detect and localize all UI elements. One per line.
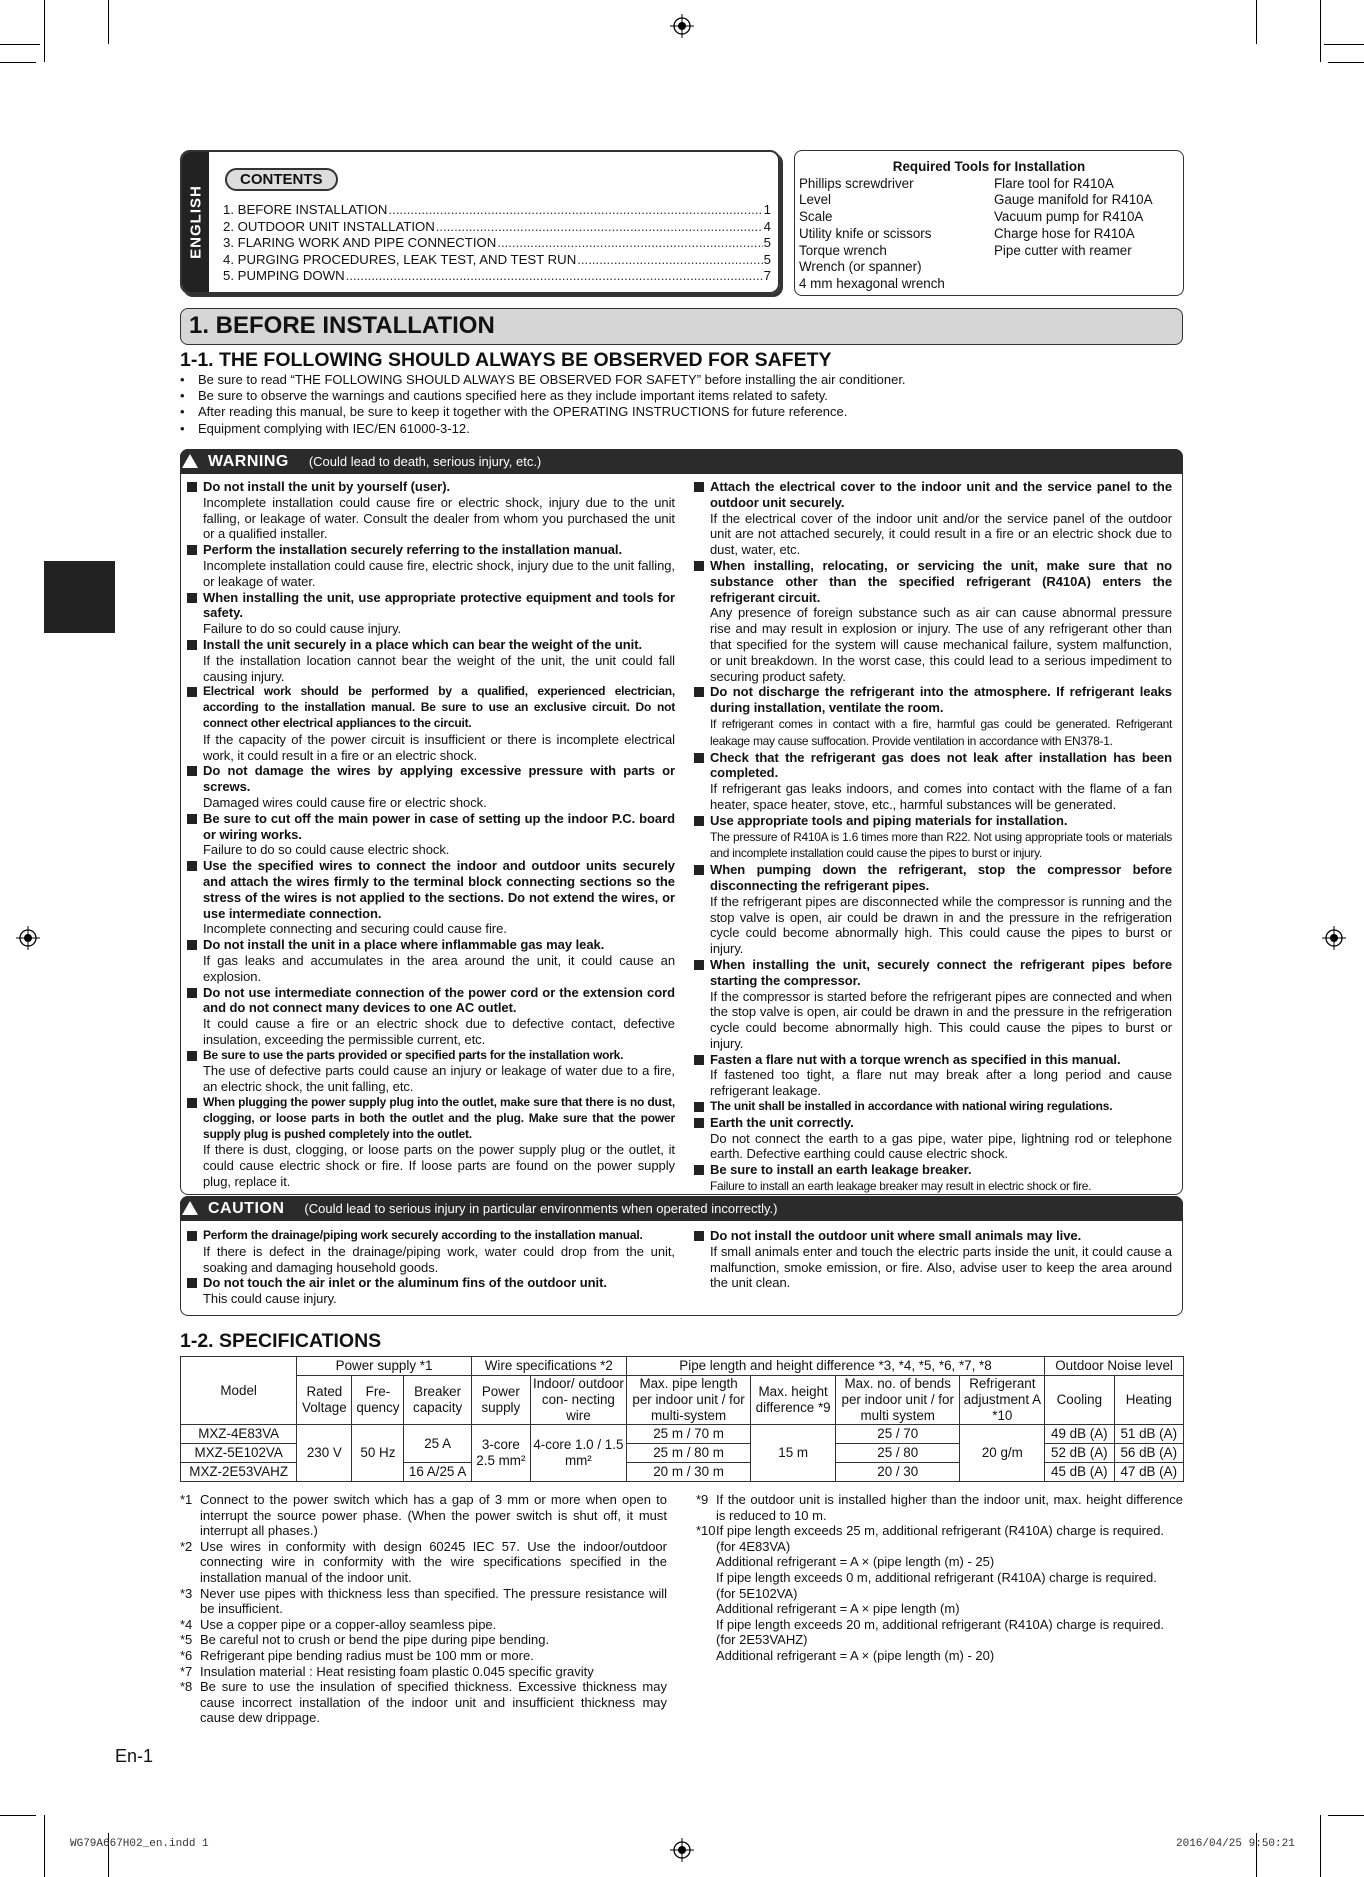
caution-triangle-icon — [182, 1201, 198, 1215]
cell-max-height: 15 m — [751, 1425, 836, 1482]
warning-item — [693, 479, 1172, 558]
footnote-key: *3 — [180, 1585, 193, 1601]
caution-item-text: This could cause injury. — [203, 1291, 337, 1307]
warning-description: (Could lead to death, serious injury, etc.) — [308, 454, 542, 469]
warning-item — [186, 590, 675, 637]
footnote-line: If pipe length exceeds 0 m, additional refrigerant (R410A) charge is required. — [716, 1569, 1157, 1585]
tool-item: Charge hose for R410A — [994, 225, 1135, 241]
cell-model: MXZ-4E83VA — [181, 1425, 297, 1444]
warning-item-heading: Do not use intermediate connection of the power cord or the extension cord and do not connect many devices to one AC outlet. — [203, 984, 675, 1016]
footnote-text: Use a copper pipe or a copper-alloy seamless pipe. — [200, 1616, 497, 1632]
warning-item-heading: When installing, relocating, or servicing the unit, make sure that no substance other than the specified refrigerant (R410A) enters the refrigerant circuit. — [710, 557, 1172, 605]
contents-leader — [346, 268, 763, 285]
warning-item-text: If fastened too tight, a flare nut may break after a long period and cause refrigerant leakage. — [710, 1067, 1172, 1099]
contents-item-text: 4. PURGING PROCEDURES, LEAK TEST, AND TEST RUN — [223, 251, 577, 267]
warning-item — [693, 684, 1172, 749]
warning-item — [693, 813, 1172, 862]
footnote-line: If pipe length exceeds 20 m, additional refrigerant (R410A) charge is required. — [716, 1616, 1165, 1632]
required-tools-title: Required Tools for Installation — [892, 159, 1086, 174]
footnote-line: Additional refrigerant = A × (pipe length (m) - 20) — [716, 1647, 995, 1663]
contents-leader — [436, 219, 763, 236]
warning-item-heading: Attach the electrical cover to the indoor unit and the service panel to the outdoor unit securely. — [710, 479, 1172, 510]
cell-heating: 51 dB (A) — [1114, 1425, 1183, 1444]
contents-leader — [497, 235, 762, 252]
tool-item: Scale — [799, 209, 833, 225]
warning-label: WARNING — [208, 453, 289, 470]
footnote — [180, 1648, 667, 1664]
footnote — [180, 1632, 667, 1648]
tool-item: Gauge manifold for R410A — [994, 192, 1153, 208]
contents-item — [223, 268, 771, 285]
warning-item — [693, 862, 1172, 957]
cell-model: MXZ-5E102VA — [181, 1444, 297, 1463]
registration-mark-icon — [670, 14, 694, 38]
th-max-pipe: Max. pipe length per indoor unit / for multi-system — [626, 1376, 750, 1425]
warning-item-text: Failure to do so could cause electric shock. — [203, 842, 450, 858]
caution-item-text: If small animals enter and touch the electric parts inside the unit, it could cause a malfunction, smoke emission, or fire. Also, advise user to keep the area around the unit clean. — [710, 1243, 1172, 1291]
footnote-text: Never use pipes with thickness less than specified. The pressure resistance will be insufficient. — [200, 1585, 667, 1617]
warning-item — [186, 1095, 675, 1190]
side-tab — [44, 561, 115, 633]
caution-item — [693, 1228, 1172, 1291]
cell-max-pipe: 25 m / 80 m — [626, 1444, 750, 1463]
warning-item-text: If there is dust, clogging, or loose parts on the power supply plug or the outlet, it could cause electric shock or fire. If loose parts are found on the power supply plug, replace it. — [203, 1142, 675, 1190]
warning-item-text: Any presence of foreign substance such as air can cause abnormal pressure rise and may result in explosion or injury. The use of any refrigerant other than that specified for the system will cause mechanical failure, system malfunction, or unit breakdown. In the worst case, this could lead to a serious impediment to securing product safety. — [710, 605, 1172, 684]
table-row — [181, 1425, 1184, 1444]
cell-connecting-wire: 4-core 1.0 / 1.5 mm² — [530, 1425, 626, 1482]
warning-item-heading: Do not damage the wires by applying excessive pressure with parts or screws. — [203, 763, 675, 795]
warning-item — [186, 542, 675, 589]
tool-item: Level — [799, 192, 832, 208]
footer-date: 2016/04/25 9:50:21 — [1176, 1838, 1295, 1850]
warning-item-text: Incomplete installation could cause fire, electric shock, injury due to the unit falling, or leakage of water. — [203, 557, 675, 589]
footnote-key: *6 — [180, 1647, 193, 1663]
th-power-supply-group: Power supply *1 — [297, 1357, 471, 1376]
warning-item-text: Incomplete connecting and securing could cause fire. — [203, 921, 507, 937]
page-number: En-1 — [115, 1746, 154, 1766]
footnote-line: (for 4E83VA) — [716, 1538, 791, 1554]
warning-item-heading: Be sure to use the parts provided or specified parts for the installation work. — [203, 1047, 624, 1062]
warning-item-text: Failure to install an earth leakage breaker may result in electric shock or fire. — [710, 1179, 1092, 1194]
cell-max-bends: 25 / 70 — [836, 1425, 960, 1444]
warning-item — [186, 637, 675, 684]
contents-box — [180, 150, 780, 294]
footnote — [180, 1539, 667, 1586]
contents-item-page: 5 — [763, 235, 771, 250]
footnote-key: *5 — [180, 1632, 193, 1648]
safety-bullet: • Be sure to observe the warnings and cautions specified here as they include important items related to safety. — [180, 388, 906, 404]
warning-item — [186, 937, 675, 984]
safety-bullet: • After reading this manual, be sure to keep it together with the OPERATING INSTRUCTIONS for future reference. — [180, 404, 906, 420]
cell-breaker: 25 A — [404, 1425, 471, 1463]
footnote-text: Connect to the power switch which has a gap of 3 mm or more when open to interrupt the source power phase. (When the power switch is shut off, it must interrupt all phases.) — [200, 1492, 667, 1539]
footer-filename: WG79A667H02_en.indd 1 — [70, 1838, 209, 1850]
contents-leader — [577, 252, 762, 269]
safety-bullet: • Equipment complying with IEC/EN 61000-3-12. — [180, 421, 906, 437]
warning-item — [186, 811, 675, 858]
warning-item — [186, 1048, 675, 1095]
footnote — [696, 1523, 1183, 1539]
contents-item — [223, 235, 771, 252]
th-noise-group: Outdoor Noise level — [1045, 1357, 1184, 1376]
footnote-text: Be careful not to crush or bend the pipe during pipe bending. — [200, 1632, 550, 1648]
section-title: 1. BEFORE INSTALLATION — [180, 308, 1183, 345]
footnote — [180, 1664, 667, 1680]
cell-model: MXZ-2E53VAHZ — [181, 1463, 297, 1482]
warning-item-text: If the installation location cannot bear the weight of the unit, the unit could fall causing injury. — [203, 652, 675, 684]
contents-item-page: 7 — [763, 268, 771, 283]
th-pipe-group: Pipe length and height difference *3, *4, *5, *6, *7, *8 — [626, 1357, 1044, 1376]
warning-item-text: Do not connect the earth to a gas pipe, water pipe, lightning rod or telephone earth. Defective earthing could cause electric shock. — [710, 1130, 1172, 1162]
tool-item: Utility knife or scissors — [799, 225, 932, 241]
footnotes-right — [696, 1492, 1183, 1664]
warning-item-heading: Be sure to cut off the main power in case of setting up the indoor P.C. board or wiring works. — [203, 810, 675, 842]
specifications-table — [180, 1356, 1184, 1482]
footnote-key: *8 — [180, 1679, 193, 1695]
warning-item-heading: Electrical work should be performed by a qualified, experienced electrician, according to the installation manual. Be sure to use an exclusive circuit. Do not connect other electrical appliances to the circuit. — [203, 684, 675, 730]
warning-header — [180, 449, 1183, 474]
safety-heading: 1-1. THE FOLLOWING SHOULD ALWAYS BE OBSERVED FOR SAFETY — [180, 349, 832, 371]
warning-item-text: The use of defective parts could cause an injury or leakage of water due to a fire, an electric shock, the unit falling, etc. — [203, 1063, 675, 1095]
registration-mark-icon — [670, 1838, 694, 1862]
warning-item — [693, 558, 1172, 684]
th-model: Model — [181, 1357, 297, 1425]
tool-item: Phillips screwdriver — [799, 175, 914, 191]
language-tab: ENGLISH — [182, 152, 209, 292]
cell-cooling: 49 dB (A) — [1045, 1425, 1114, 1444]
warning-item-heading: When pumping down the refrigerant, stop the compressor before disconnecting the refrigerant pipes. — [710, 862, 1172, 893]
footnote — [696, 1492, 1183, 1523]
caution-item-heading: Perform the drainage/piping work securely according to the installation manual. — [203, 1228, 643, 1242]
cell-max-pipe: 20 m / 30 m — [626, 1463, 750, 1482]
caution-label: CAUTION — [208, 1200, 285, 1217]
warning-item-text: If the compressor is started before the refrigerant pipes are connected and when the stop valve is open, air could be drawn in and the pressure in the refrigeration cycle could become abnormally high. This could cause the pipes to burst or injury. — [710, 988, 1172, 1051]
warning-item-text: Damaged wires could cause fire or electric shock. — [203, 794, 487, 810]
warning-item-heading: Use appropriate tools and piping materials for installation. — [710, 812, 1068, 828]
contents-item-text: 3. FLARING WORK AND PIPE CONNECTION — [223, 235, 497, 250]
warning-item — [693, 1162, 1172, 1195]
cell-cooling: 45 dB (A) — [1045, 1463, 1114, 1482]
footnote — [180, 1679, 667, 1726]
tools-list-left — [799, 176, 994, 293]
footnote-line: Additional refrigerant = A × (pipe length (m) - 25) — [716, 1554, 995, 1570]
warning-item-heading: When installing the unit, securely connect the refrigerant pipes before starting the compressor. — [710, 956, 1172, 988]
caution-description: (Could lead to serious injury in particular environments when operated incorrectly.) — [304, 1201, 778, 1216]
warning-item — [186, 763, 675, 810]
warning-list-right — [693, 479, 1172, 1195]
footnote-line: (for 5E102VA) — [716, 1585, 798, 1601]
warning-item-heading: Install the unit securely in a place which can bear the weight of the unit. — [203, 636, 643, 652]
contents-list — [223, 202, 771, 285]
th-breaker: Breaker capacity — [404, 1376, 471, 1425]
footnote-text: If pipe length exceeds 25 m, additional refrigerant (R410A) charge is required. — [716, 1523, 1165, 1539]
warning-item — [186, 985, 675, 1048]
cell-heating: 47 dB (A) — [1114, 1463, 1183, 1482]
tool-item: Vacuum pump for R410A — [994, 209, 1144, 225]
footnote-text: Refrigerant pipe bending radius must be 100 mm or more. — [200, 1647, 534, 1663]
footnote-key: *1 — [180, 1492, 193, 1507]
footnote-key: *7 — [180, 1663, 193, 1679]
warning-item-heading: The unit shall be installed in accordance with national wiring regulations. — [710, 1099, 1113, 1114]
footnote — [180, 1492, 667, 1539]
warning-item-text: If the refrigerant pipes are disconnected while the compressor is running and the stop valve is open, air could be drawn in and the pressure in the refrigeration cycle could become abnormally high. This could cause the pipes to burst or injury. — [710, 893, 1172, 957]
cell-frequency: 50 Hz — [352, 1425, 404, 1482]
contents-title: CONTENTS — [225, 168, 338, 191]
footnote-key: *10 — [696, 1523, 716, 1539]
cell-cooling: 52 dB (A) — [1045, 1444, 1114, 1463]
footnote-text: If the outdoor unit is installed higher than the indoor unit, max. height difference is reduced to 10 m. — [716, 1492, 1183, 1523]
contents-item — [223, 219, 771, 236]
caution-header — [180, 1196, 1183, 1221]
warning-item — [186, 858, 675, 937]
th-refrigerant: Refrigerant adjustment A *10 — [960, 1376, 1045, 1425]
th-power-supply: Power supply — [471, 1376, 530, 1425]
footnote-line: Additional refrigerant = A × pipe length (m) — [716, 1601, 960, 1617]
warning-item-heading: Be sure to install an earth leakage breaker. — [710, 1162, 972, 1178]
th-max-bends: Max. no. of bends per indoor unit / for multi system — [836, 1376, 960, 1425]
registration-mark-icon — [1322, 926, 1346, 950]
warning-list-left — [186, 479, 675, 1190]
warning-item-heading: Do not install the unit in a place where inflammable gas may leak. — [203, 937, 605, 953]
warning-item-text: Failure to do so could cause injury. — [203, 621, 402, 637]
caution-item-heading: Do not install the outdoor unit where small animals may live. — [710, 1228, 1082, 1243]
warning-item-text: If gas leaks and accumulates in the area around the unit, it could cause an explosion. — [203, 952, 675, 984]
warning-item-text: It could cause a fire or an electric shock due to defective contact, defective insulation, exceeding the permissible current, etc. — [203, 1016, 675, 1047]
cell-refrigerant: 20 g/m — [960, 1425, 1045, 1482]
warning-item-heading: Use the specified wires to connect the indoor and outdoor units securely and attach the wires firmly to the terminal block connecting sections so the stress of the wires is not applied to the sections. Do not extend the wires, or use intermediate connection. — [203, 858, 675, 921]
warning-item — [693, 1099, 1172, 1115]
caution-item-heading: Do not touch the air inlet or the aluminum fins of the outdoor unit. — [203, 1275, 607, 1291]
warning-item — [186, 479, 675, 542]
warning-item — [693, 1115, 1172, 1162]
warning-item-heading: Check that the refrigerant gas does not leak after installation has been completed. — [710, 749, 1172, 781]
tools-list-right — [994, 176, 1153, 293]
warning-item — [186, 684, 675, 763]
contents-item-page: 5 — [763, 251, 771, 267]
warning-triangle-icon — [182, 454, 198, 468]
contents-item — [223, 252, 771, 269]
footnote-text: Insulation material : Heat resisting foam plastic 0.045 specific gravity — [200, 1663, 594, 1679]
footnote-text: Use wires in conformity with design 60245 IEC 57. Use the indoor/outdoor connecting wire in conformity with the wire specifications specified in the installation manual of the indoor unit. — [200, 1538, 667, 1585]
warning-item — [693, 957, 1172, 1052]
tool-item: Torque wrench — [799, 242, 887, 258]
warning-item-text: If the capacity of the power circuit is insufficient or there is incomplete electrical work, it could result in a fire or an electric shock. — [203, 731, 675, 763]
tool-item: 4 mm hexagonal wrench — [799, 275, 945, 291]
th-wire-group: Wire specifications *2 — [471, 1357, 626, 1376]
caution-list-right — [693, 1228, 1172, 1291]
warning-item-heading: Do not discharge the refrigerant into the atmosphere. If refrigerant leaks during installation, ventilate the room. — [710, 684, 1172, 716]
th-frequency: Fre- quency — [352, 1376, 404, 1425]
footnote-key: *4 — [180, 1616, 193, 1632]
th-connecting-wire: Indoor/ outdoor con- necting wire — [530, 1376, 626, 1425]
contents-item-text: 5. PUMPING DOWN — [223, 268, 345, 283]
cell-power-supply: 3-core 2.5 mm² — [471, 1425, 530, 1482]
cell-voltage: 230 V — [297, 1425, 352, 1482]
warning-item-heading: Perform the installation securely referring to the installation manual. — [203, 542, 623, 558]
warning-item-heading: Earth the unit correctly. — [710, 1114, 854, 1130]
cell-max-pipe: 25 m / 70 m — [626, 1425, 750, 1444]
warning-item-text: If refrigerant gas leaks indoors, and comes into contact with the flame of a fan heater, space heater, stove, etc., harmful substances will be generated. — [710, 781, 1172, 812]
warning-item-text: If the electrical cover of the indoor unit and/or the service panel of the outdoor unit are not attached securely, it could result in a fire or an electric shock due to dust, water, etc. — [710, 510, 1172, 558]
caution-item — [186, 1275, 675, 1307]
tool-item: Wrench (or spanner) — [799, 259, 922, 275]
warning-item-heading: When plugging the power supply plug into the outlet, make sure that there is no dust, clogging, or loose parts in both the outlet and the plug. Make sure that the power supply plug is pushed completely into the outlet. — [203, 1095, 675, 1141]
registration-mark-icon — [16, 926, 40, 950]
th-rated-voltage: Rated Voltage — [297, 1376, 352, 1425]
warning-item-text: If refrigerant comes in contact with a fire, harmful gas could be generated. Refrigerant leakage may cause suffocation. Provide ventilation in accordance with EN378-1. — [710, 716, 1172, 748]
footnotes-left — [180, 1492, 667, 1726]
tool-item: Pipe cutter with reamer — [994, 242, 1132, 258]
th-heating: Heating — [1114, 1376, 1183, 1425]
warning-item-heading: When installing the unit, use appropriate protective equipment and tools for safety. — [203, 589, 675, 621]
safety-bullet: • Be sure to read “THE FOLLOWING SHOULD ALWAYS BE OBSERVED FOR SAFETY” before installing the air conditioner. — [180, 372, 906, 388]
warning-item-text: Incomplete installation could cause fire or electric shock, injury due to the unit falling, or leakage of water. Consult the dealer from whom you purchased the unit or a qualified installer. — [203, 494, 675, 542]
cell-max-bends: 20 / 30 — [836, 1463, 960, 1482]
specifications-heading: 1-2. SPECIFICATIONS — [180, 1330, 382, 1352]
warning-item-text: The pressure of R410A is 1.6 times more than R22. Not using appropriate tools or materials and incomplete installation could cause the pipes to burst or injury. — [710, 829, 1172, 861]
contents-item-text: 2. OUTDOOR UNIT INSTALLATION — [223, 218, 435, 234]
warning-item-heading: Fasten a flare nut with a torque wrench as specified in this manual. — [710, 1051, 1121, 1067]
caution-item-text: If there is defect in the drainage/piping work, water could drop from the unit, soaking and damaging household goods. — [203, 1243, 675, 1275]
required-tools-box — [794, 150, 1184, 296]
caution-list-left — [186, 1228, 675, 1307]
cell-heating: 56 dB (A) — [1114, 1444, 1183, 1463]
warning-item-heading: Do not install the unit by yourself (user). — [203, 479, 451, 494]
contents-item-page: 4 — [763, 218, 771, 234]
footnote-key: *2 — [180, 1538, 193, 1554]
contents-item-page: 1 — [763, 202, 771, 217]
contents-leader — [388, 202, 762, 219]
cell-breaker: 16 A/25 A — [404, 1463, 471, 1482]
footnote — [180, 1617, 667, 1633]
footnote-key: *9 — [696, 1492, 709, 1507]
footnote — [180, 1586, 667, 1617]
caution-item — [186, 1228, 675, 1275]
warning-item — [693, 750, 1172, 813]
safety-bullets — [180, 372, 906, 437]
footnote-line: (for 2E53VAHZ) — [716, 1632, 808, 1648]
cell-max-bends: 25 / 80 — [836, 1444, 960, 1463]
contents-item — [223, 202, 771, 219]
footnote-text: Be sure to use the insulation of specified thickness. Excessive thickness may cause incorrect installation of the indoor unit and insufficient thickness may cause dew drippage. — [200, 1679, 667, 1726]
th-cooling: Cooling — [1045, 1376, 1114, 1425]
tool-item: Flare tool for R410A — [994, 175, 1114, 191]
contents-item-text: 1. BEFORE INSTALLATION — [223, 202, 388, 217]
warning-item — [693, 1052, 1172, 1099]
th-max-height: Max. height difference *9 — [751, 1376, 836, 1425]
